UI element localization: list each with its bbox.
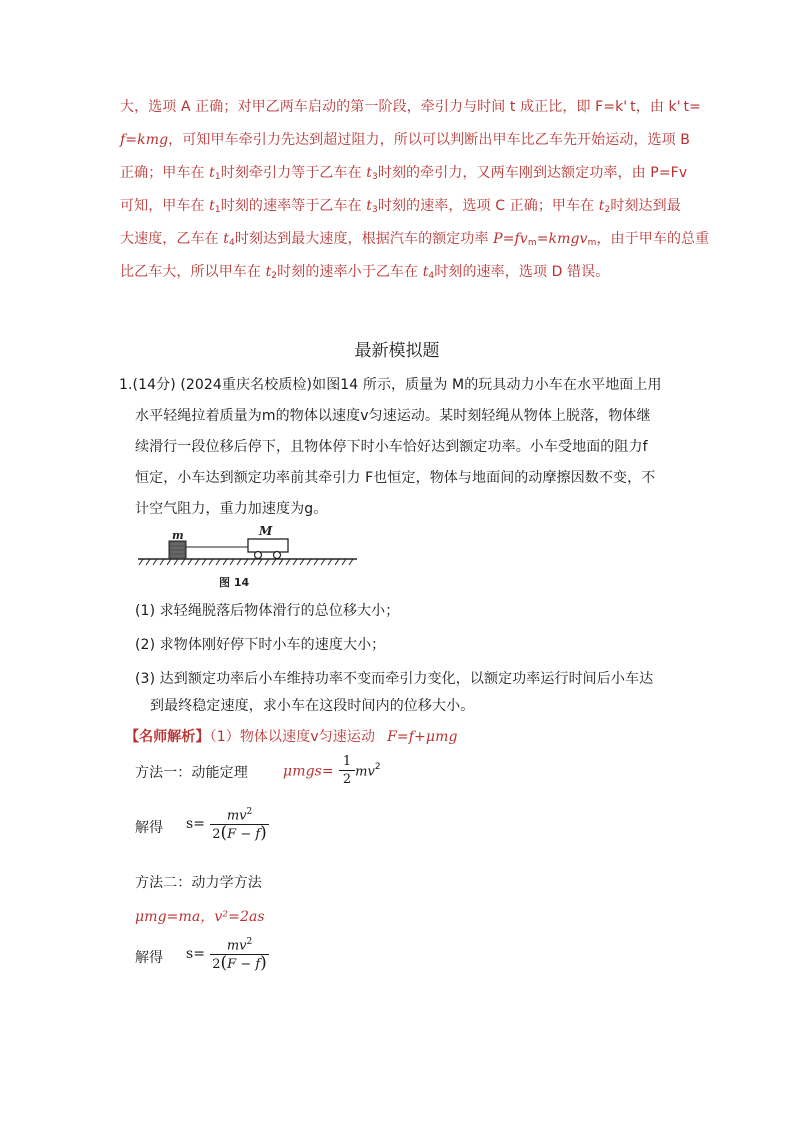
half-fraction: $\frac{1}{2}$ — [339, 754, 355, 788]
solve-fraction-2: $\frac{mv^2}{2(F - f)}$ — [212, 937, 267, 974]
car-M — [248, 539, 288, 552]
solution-line-1: 大，选项 A 正确；对甲乙两车启动的第一阶段，牵引力与时间 t 成正比，即 F=k' t，由 k' t= — [120, 99, 701, 115]
problem-line-1: 1.(14分) (2024重庆名校质检)如图14 所示，质量为 M的玩具动力小车在水平地面上用 — [119, 377, 662, 393]
problem-line-5: 计空气阻力，重力加速度为g。 — [135, 501, 328, 517]
car-wheel-right — [274, 552, 281, 559]
solve-label-1: 解得 — [135, 820, 164, 836]
solution-line-4: 可知，甲车在 $t_1$时刻的速率等于乙车在 $t_3$时刻的速率，选项 C 正确；甲车在 $t_2$时刻达到最 — [120, 198, 681, 215]
label-M: M — [259, 524, 273, 538]
solve-fraction-1: $\frac{mv^2}{2(F - f)}$ — [212, 807, 267, 844]
solution-line-3: 正确；甲车在 $t_1$时刻牵引力等于乙车在 $t_3$时刻的牵引力，又两车刚到达额定功率，由 P=Fv — [120, 165, 688, 182]
method-2-label: 方法二：动力学方法 — [135, 875, 262, 891]
question-3-line-1: (3) 达到额定功率后小车维持功率不变而牵引力变化，以额定功率运行时间后小车达 — [135, 671, 654, 687]
method-1-label: 方法一：动能定理 — [135, 765, 248, 781]
solution-line-2: f=kmg，可知甲车牵引力先达到超过阻力，所以可以判断出甲车比乙车先开始运动，选项 B — [120, 132, 690, 148]
section-title: 最新模拟题 — [354, 341, 440, 361]
solve-formula-2: s= $\frac{mv^2}{2(F - f)}$ — [186, 934, 269, 973]
ground-hatching — [139, 559, 353, 565]
solve-formula-1: s= $\frac{mv^2}{2(F - f)}$ — [186, 804, 269, 843]
problem-line-2: 水平轻绳拉着质量为m的物体以速度v匀速运动。某时刻轻绳从物体上脱落，物体继 — [135, 408, 651, 424]
solution-line-6: 比乙车大，所以甲车在 $t_2$时刻的速率小于乙车在 $t_4$时刻的速率，选项 D 错误。 — [120, 264, 610, 281]
method-2-formula: μmg=ma，v²=2as — [135, 909, 265, 925]
label-m: m — [172, 529, 184, 542]
figure-14 — [135, 520, 365, 595]
car-wheel-left — [255, 552, 262, 559]
question-1: (1) 求轻绳脱落后物体滑行的总位移大小； — [135, 603, 400, 619]
solve-label-2: 解得 — [135, 950, 164, 966]
problem-line-3: 续滑行一段位移后停下，且物体停下时小车恰好达到额定功率。小车受地面的阻力f — [135, 439, 648, 455]
solution-line-5: 大速度，乙车在 $t_4$时刻达到最大速度，根据汽车的额定功率 $P=fv_m=kmgv_m$，由于甲车的总重 — [120, 231, 710, 248]
method-1-formula: μmgs= $\frac{1}{2}$ $mv^2$ — [283, 754, 381, 787]
question-3-line-2: 到最终稳定速度，求小车在这段时间内的位移大小。 — [150, 698, 475, 714]
question-2: (2) 求物体刚好停下时小车的速度大小； — [135, 637, 386, 653]
analysis-intro: 【名师解析】（1）物体以速度v匀速运动 F=f+μmg — [125, 729, 458, 745]
figure-14-diagram — [135, 520, 365, 595]
figure-caption: 图 14 — [219, 576, 250, 589]
problem-line-4: 恒定，小车达到额定功率前其牵引力 F也恒定，物体与地面间的动摩擦因数不变，不 — [135, 470, 656, 486]
analysis-tag: 【名师解析】 — [125, 729, 210, 745]
